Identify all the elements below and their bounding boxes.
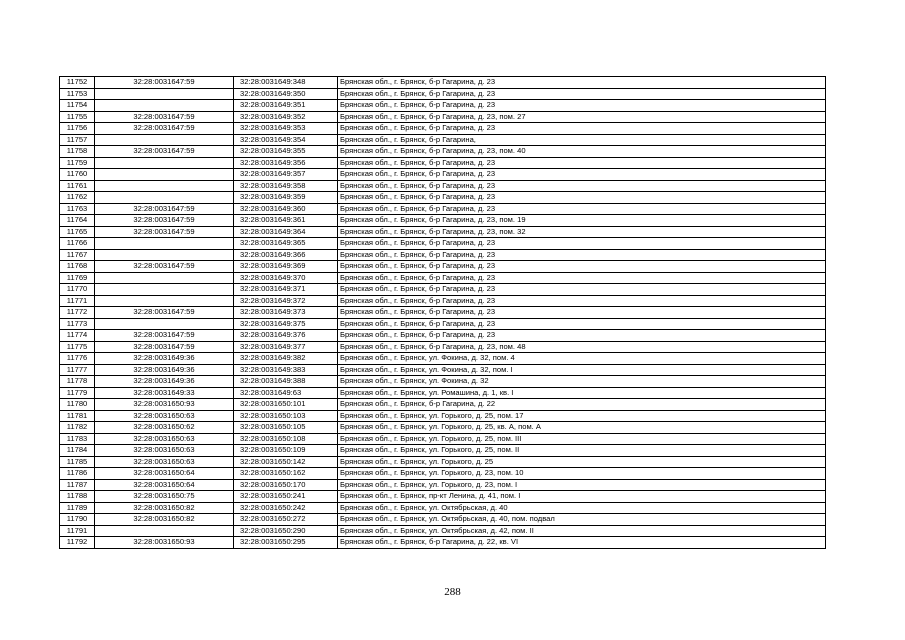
address-cell: Брянская обл., г. Брянск, ул. Фокина, д. 32, пом. I	[338, 364, 826, 376]
parent-cadastral-number-cell	[95, 525, 234, 537]
row-number-cell: 11759	[60, 157, 95, 169]
parent-cadastral-number-cell	[95, 249, 234, 261]
parent-cadastral-number-cell	[95, 192, 234, 204]
row-number-cell: 11790	[60, 514, 95, 526]
cadastral-number-cell: 32:28:0031649:348	[234, 77, 338, 89]
table-row	[60, 169, 826, 181]
table-row	[60, 157, 826, 169]
parent-cadastral-number-cell: 32:28:0031647:59	[95, 111, 234, 123]
cadastral-number-cell: 32:28:0031650:109	[234, 445, 338, 457]
cadastral-number-cell: 32:28:0031650:170	[234, 479, 338, 491]
parent-cadastral-number-cell: 32:28:0031649:36	[95, 376, 234, 388]
cadastral-number-cell: 32:28:0031649:355	[234, 146, 338, 158]
parent-cadastral-number-cell: 32:28:0031649:36	[95, 353, 234, 365]
row-number-cell: 11775	[60, 341, 95, 353]
row-number-cell: 11770	[60, 284, 95, 296]
table-row	[60, 203, 826, 215]
row-number-cell: 11779	[60, 387, 95, 399]
table-row	[60, 422, 826, 434]
cadastral-number-cell: 32:28:0031649:372	[234, 295, 338, 307]
parent-cadastral-number-cell	[95, 238, 234, 250]
row-number-cell: 11764	[60, 215, 95, 227]
table-row	[60, 318, 826, 330]
row-number-cell: 11760	[60, 169, 95, 181]
parent-cadastral-number-cell: 32:28:0031650:63	[95, 410, 234, 422]
address-cell: Брянская обл., г. Брянск, б-р Гагарина, д. 23	[338, 100, 826, 112]
table-row	[60, 364, 826, 376]
address-cell: Брянская обл., г. Брянск, б-р Гагарина, д. 23	[338, 123, 826, 135]
table-row	[60, 433, 826, 445]
cadastral-number-cell: 32:28:0031650:108	[234, 433, 338, 445]
cadastral-number-cell: 32:28:0031649:358	[234, 180, 338, 192]
parent-cadastral-number-cell: 32:28:0031650:93	[95, 537, 234, 549]
parent-cadastral-number-cell	[95, 134, 234, 146]
parent-cadastral-number-cell	[95, 169, 234, 181]
parent-cadastral-number-cell: 32:28:0031650:93	[95, 399, 234, 411]
table-row	[60, 445, 826, 457]
parent-cadastral-number-cell: 32:28:0031650:63	[95, 433, 234, 445]
parent-cadastral-number-cell: 32:28:0031650:82	[95, 514, 234, 526]
parent-cadastral-number-cell: 32:28:0031650:63	[95, 445, 234, 457]
row-number-cell: 11785	[60, 456, 95, 468]
table-row	[60, 479, 826, 491]
address-cell: Брянская обл., г. Брянск, б-р Гагарина,	[338, 134, 826, 146]
table-row	[60, 525, 826, 537]
address-cell: Брянская обл., г. Брянск, ул. Горького, д. 25, пом. II	[338, 445, 826, 457]
row-number-cell: 11769	[60, 272, 95, 284]
table-row	[60, 284, 826, 296]
address-cell: Брянская обл., г. Брянск, б-р Гагарина, д. 23	[338, 192, 826, 204]
parent-cadastral-number-cell: 32:28:0031650:82	[95, 502, 234, 514]
row-number-cell: 11780	[60, 399, 95, 411]
parent-cadastral-number-cell: 32:28:0031647:59	[95, 307, 234, 319]
cadastral-table	[59, 76, 826, 549]
parent-cadastral-number-cell: 32:28:0031647:59	[95, 146, 234, 158]
cadastral-number-cell: 32:28:0031649:369	[234, 261, 338, 273]
parent-cadastral-number-cell	[95, 180, 234, 192]
table-row	[60, 134, 826, 146]
table-row	[60, 330, 826, 342]
table-row	[60, 272, 826, 284]
table-row	[60, 100, 826, 112]
cadastral-number-cell: 32:28:0031649:375	[234, 318, 338, 330]
row-number-cell: 11786	[60, 468, 95, 480]
address-cell: Брянская обл., г. Брянск, б-р Гагарина, д. 23, пом. 19	[338, 215, 826, 227]
table-row	[60, 399, 826, 411]
parent-cadastral-number-cell: 32:28:0031647:59	[95, 215, 234, 227]
address-cell: Брянская обл., г. Брянск, б-р Гагарина, д. 23	[338, 284, 826, 296]
cadastral-number-cell: 32:28:0031649:373	[234, 307, 338, 319]
cadastral-number-cell: 32:28:0031650:101	[234, 399, 338, 411]
table-row	[60, 468, 826, 480]
parent-cadastral-number-cell: 32:28:0031647:59	[95, 123, 234, 135]
parent-cadastral-number-cell: 32:28:0031647:59	[95, 261, 234, 273]
row-number-cell: 11762	[60, 192, 95, 204]
table-row	[60, 180, 826, 192]
row-number-cell: 11753	[60, 88, 95, 100]
parent-cadastral-number-cell: 32:28:0031650:64	[95, 468, 234, 480]
cadastral-number-cell: 32:28:0031649:377	[234, 341, 338, 353]
parent-cadastral-number-cell	[95, 295, 234, 307]
cadastral-number-cell: 32:28:0031650:295	[234, 537, 338, 549]
address-cell: Брянская обл., г. Брянск, б-р Гагарина, д. 23	[338, 261, 826, 273]
row-number-cell: 11757	[60, 134, 95, 146]
row-number-cell: 11778	[60, 376, 95, 388]
row-number-cell: 11766	[60, 238, 95, 250]
cadastral-number-cell: 32:28:0031649:383	[234, 364, 338, 376]
address-cell: Брянская обл., г. Брянск, ул. Октябрьская, д. 42, пом. II	[338, 525, 826, 537]
parent-cadastral-number-cell: 32:28:0031650:62	[95, 422, 234, 434]
row-number-cell: 11773	[60, 318, 95, 330]
address-cell: Брянская обл., г. Брянск, ул. Октябрьская, д. 40, пом. подвал	[338, 514, 826, 526]
row-number-cell: 11792	[60, 537, 95, 549]
cadastral-number-cell: 32:28:0031649:353	[234, 123, 338, 135]
address-cell: Брянская обл., г. Брянск, б-р Гагарина, д. 23	[338, 88, 826, 100]
cadastral-number-cell: 32:28:0031649:352	[234, 111, 338, 123]
parent-cadastral-number-cell: 32:28:0031647:59	[95, 226, 234, 238]
address-cell: Брянская обл., г. Брянск, ул. Горького, д. 25, пом. III	[338, 433, 826, 445]
cadastral-number-cell: 32:28:0031650:242	[234, 502, 338, 514]
cadastral-number-cell: 32:28:0031649:364	[234, 226, 338, 238]
row-number-cell: 11752	[60, 77, 95, 89]
row-number-cell: 11783	[60, 433, 95, 445]
address-cell: Брянская обл., г. Брянск, ул. Горького, д. 25, кв. А, пом. А	[338, 422, 826, 434]
cadastral-number-cell: 32:28:0031650:105	[234, 422, 338, 434]
address-cell: Брянская обл., г. Брянск, ул. Фокина, д. 32	[338, 376, 826, 388]
parent-cadastral-number-cell	[95, 284, 234, 296]
cadastral-number-cell: 32:28:0031649:351	[234, 100, 338, 112]
row-number-cell: 11756	[60, 123, 95, 135]
address-cell: Брянская обл., г. Брянск, ул. Ромашина, д. 1, кв. I	[338, 387, 826, 399]
table-row	[60, 456, 826, 468]
row-number-cell: 11788	[60, 491, 95, 503]
row-number-cell: 11781	[60, 410, 95, 422]
row-number-cell: 11755	[60, 111, 95, 123]
table-row	[60, 307, 826, 319]
parent-cadastral-number-cell	[95, 272, 234, 284]
table-row	[60, 192, 826, 204]
address-cell: Брянская обл., г. Брянск, б-р Гагарина, д. 23	[338, 330, 826, 342]
table-row	[60, 502, 826, 514]
cadastral-number-cell: 32:28:0031649:360	[234, 203, 338, 215]
address-cell: Брянская обл., г. Брянск, б-р Гагарина, д. 23	[338, 238, 826, 250]
address-cell: Брянская обл., г. Брянск, б-р Гагарина, д. 23	[338, 77, 826, 89]
row-number-cell: 11754	[60, 100, 95, 112]
address-cell: Брянская обл., г. Брянск, б-р Гагарина, д. 23	[338, 272, 826, 284]
row-number-cell: 11765	[60, 226, 95, 238]
address-cell: Брянская обл., г. Брянск, б-р Гагарина, д. 22, кв. VI	[338, 537, 826, 549]
cadastral-number-cell: 32:28:0031649:356	[234, 157, 338, 169]
cadastral-number-cell: 32:28:0031650:162	[234, 468, 338, 480]
address-cell: Брянская обл., г. Брянск, б-р Гагарина, д. 23, пом. 32	[338, 226, 826, 238]
parent-cadastral-number-cell: 32:28:0031649:33	[95, 387, 234, 399]
address-cell: Брянская обл., г. Брянск, ул. Горького, д. 25, пом. 17	[338, 410, 826, 422]
parent-cadastral-number-cell: 32:28:0031649:36	[95, 364, 234, 376]
address-cell: Брянская обл., г. Брянск, б-р Гагарина, д. 22	[338, 399, 826, 411]
table-row	[60, 387, 826, 399]
address-cell: Брянская обл., г. Брянск, б-р Гагарина, д. 23	[338, 307, 826, 319]
table-body	[60, 77, 826, 549]
table-row	[60, 111, 826, 123]
table-row	[60, 295, 826, 307]
cadastral-number-cell: 32:28:0031649:382	[234, 353, 338, 365]
table-row	[60, 146, 826, 158]
address-cell: Брянская обл., г. Брянск, б-р Гагарина, д. 23	[338, 169, 826, 181]
table-row	[60, 123, 826, 135]
cadastral-number-cell: 32:28:0031649:350	[234, 88, 338, 100]
address-cell: Брянская обл., г. Брянск, б-р Гагарина, д. 23	[338, 249, 826, 261]
table-row	[60, 226, 826, 238]
parent-cadastral-number-cell: 32:28:0031650:63	[95, 456, 234, 468]
cadastral-number-cell: 32:28:0031650:241	[234, 491, 338, 503]
page-number: 288	[444, 586, 461, 598]
table-row	[60, 77, 826, 89]
cadastral-number-cell: 32:28:0031650:103	[234, 410, 338, 422]
parent-cadastral-number-cell: 32:28:0031650:64	[95, 479, 234, 491]
address-cell: Брянская обл., г. Брянск, б-р Гагарина, д. 23	[338, 318, 826, 330]
address-cell: Брянская обл., г. Брянск, б-р Гагарина, д. 23, пом. 48	[338, 341, 826, 353]
table-row	[60, 341, 826, 353]
parent-cadastral-number-cell: 32:28:0031647:59	[95, 203, 234, 215]
address-cell: Брянская обл., г. Брянск, ул. Горького, д. 23, пом. I	[338, 479, 826, 491]
cadastral-number-cell: 32:28:0031649:366	[234, 249, 338, 261]
address-cell: Брянская обл., г. Брянск, б-р Гагарина, д. 23, пом. 40	[338, 146, 826, 158]
row-number-cell: 11767	[60, 249, 95, 261]
cadastral-number-cell: 32:28:0031650:142	[234, 456, 338, 468]
table-row	[60, 238, 826, 250]
row-number-cell: 11782	[60, 422, 95, 434]
table-row	[60, 353, 826, 365]
address-cell: Брянская обл., г. Брянск, б-р Гагарина, д. 23	[338, 157, 826, 169]
parent-cadastral-number-cell	[95, 157, 234, 169]
address-cell: Брянская обл., г. Брянск, ул. Фокина, д. 32, пом. 4	[338, 353, 826, 365]
table-row	[60, 215, 826, 227]
address-cell: Брянская обл., г. Брянск, ул. Горького, д. 23, пом. 10	[338, 468, 826, 480]
cadastral-number-cell: 32:28:0031649:371	[234, 284, 338, 296]
cadastral-number-cell: 32:28:0031649:359	[234, 192, 338, 204]
address-cell: Брянская обл., г. Брянск, б-р Гагарина, д. 23	[338, 180, 826, 192]
cadastral-number-cell: 32:28:0031649:388	[234, 376, 338, 388]
row-number-cell: 11784	[60, 445, 95, 457]
row-number-cell: 11774	[60, 330, 95, 342]
row-number-cell: 11761	[60, 180, 95, 192]
address-cell: Брянская обл., г. Брянск, б-р Гагарина, д. 23, пом. 27	[338, 111, 826, 123]
cadastral-number-cell: 32:28:0031650:272	[234, 514, 338, 526]
table-row	[60, 376, 826, 388]
cadastral-number-cell: 32:28:0031649:354	[234, 134, 338, 146]
table-row	[60, 491, 826, 503]
table-row	[60, 514, 826, 526]
row-number-cell: 11771	[60, 295, 95, 307]
cadastral-number-cell: 32:28:0031649:370	[234, 272, 338, 284]
address-cell: Брянская обл., г. Брянск, ул. Октябрьская, д. 40	[338, 502, 826, 514]
row-number-cell: 11763	[60, 203, 95, 215]
row-number-cell: 11787	[60, 479, 95, 491]
table-row	[60, 410, 826, 422]
address-cell: Брянская обл., г. Брянск, б-р Гагарина, д. 23	[338, 295, 826, 307]
row-number-cell: 11768	[60, 261, 95, 273]
cadastral-number-cell: 32:28:0031649:365	[234, 238, 338, 250]
address-cell: Брянская обл., г. Брянск, б-р Гагарина, д. 23	[338, 203, 826, 215]
row-number-cell: 11791	[60, 525, 95, 537]
row-number-cell: 11777	[60, 364, 95, 376]
address-cell: Брянская обл., г. Брянск, ул. Горького, д. 25	[338, 456, 826, 468]
table-row	[60, 261, 826, 273]
parent-cadastral-number-cell	[95, 100, 234, 112]
row-number-cell: 11776	[60, 353, 95, 365]
parent-cadastral-number-cell: 32:28:0031647:59	[95, 77, 234, 89]
row-number-cell: 11758	[60, 146, 95, 158]
table-row	[60, 88, 826, 100]
parent-cadastral-number-cell	[95, 318, 234, 330]
address-cell: Брянская обл., г. Брянск, пр-кт Ленина, д. 41, пом. I	[338, 491, 826, 503]
cadastral-number-cell: 32:28:0031649:63	[234, 387, 338, 399]
cadastral-number-cell: 32:28:0031649:361	[234, 215, 338, 227]
parent-cadastral-number-cell	[95, 88, 234, 100]
cadastral-number-cell: 32:28:0031649:357	[234, 169, 338, 181]
table-row	[60, 249, 826, 261]
cadastral-number-cell: 32:28:0031650:290	[234, 525, 338, 537]
table-row	[60, 537, 826, 549]
parent-cadastral-number-cell: 32:28:0031647:59	[95, 341, 234, 353]
parent-cadastral-number-cell: 32:28:0031650:75	[95, 491, 234, 503]
row-number-cell: 11772	[60, 307, 95, 319]
cadastral-number-cell: 32:28:0031649:376	[234, 330, 338, 342]
row-number-cell: 11789	[60, 502, 95, 514]
parent-cadastral-number-cell: 32:28:0031647:59	[95, 330, 234, 342]
